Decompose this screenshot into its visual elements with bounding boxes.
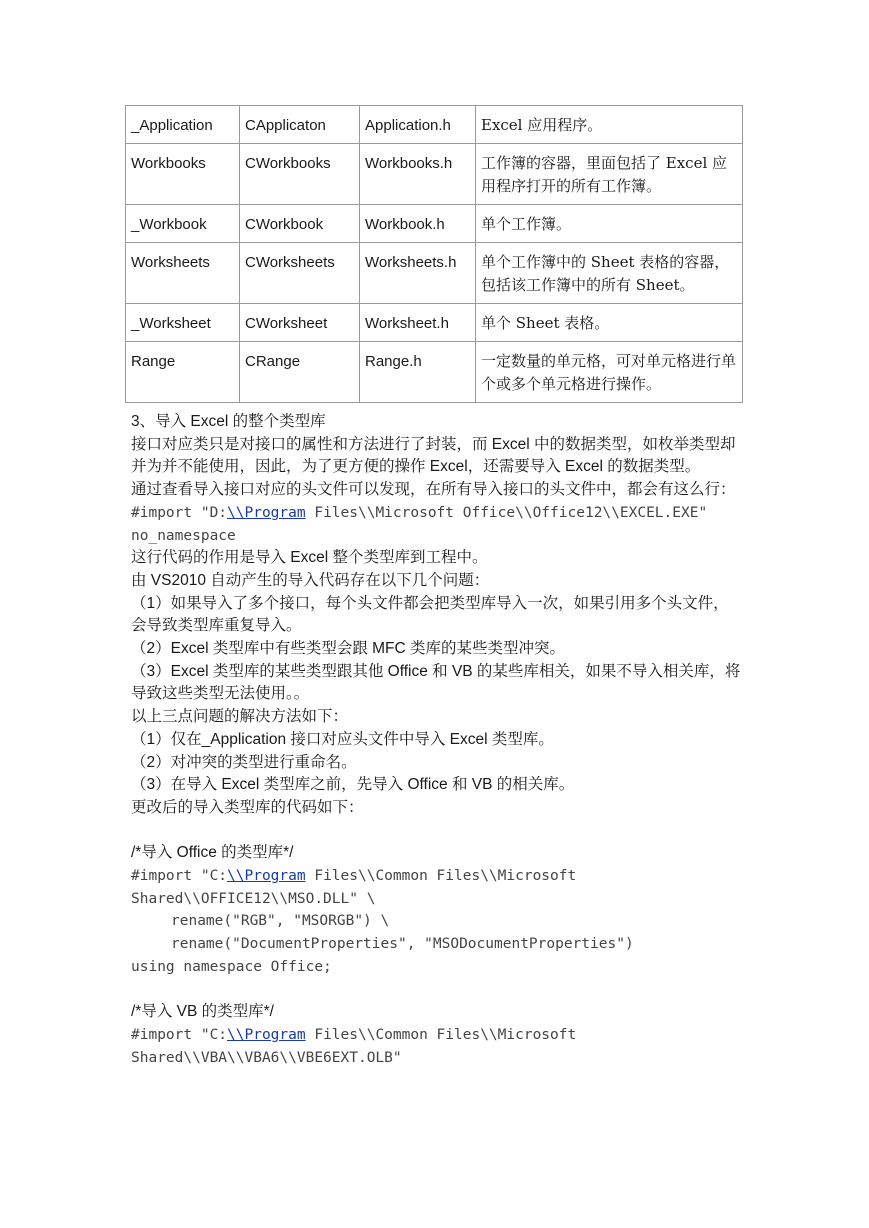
table-cell: 单个工作簿。 [476,205,743,243]
table-cell: CApplicaton [240,106,360,144]
blank-line [131,979,743,1002]
table-row [126,342,743,403]
code-text: Files\\Microsoft Office\\Office12\\EXCEL.EXE" [305,504,708,521]
code-line: rename("DocumentProperties", "MSODocumentProperties") [171,936,634,953]
code-text: #import "C: [131,1026,228,1043]
document-body [131,411,743,1069]
section-heading: 3、导入 Excel 的整个类型库 [131,413,326,430]
table-cell: Worksheets [126,243,240,304]
code-line: Shared\\VBA\\VBA6\\VBE6EXT.OLB" [131,1049,402,1066]
code-line: using namespace Office; [131,958,332,975]
code-text: Files\\Common Files\\Microsoft [305,868,577,885]
paragraph: 接口对应类只是对接口的属性和方法进行了封装，而 Excel 中的数据类型，如枚举类型却并为并不能使用，因此，为了更方便的操作 Excel，还需要导入 Excel 的数据类型。 [131,435,736,476]
table-cell: CWorkbook [240,205,360,243]
list-item: （2）对冲突的类型进行重命名。 [131,753,357,771]
table-cell: _Workbook [126,205,240,243]
table-cell: _Application [126,106,240,144]
paragraph: 这行代码的作用是导入 Excel 整个类型库到工程中。 [131,549,488,567]
table-cell: Workbooks [126,144,240,205]
code-link[interactable]: \\Program [227,504,306,521]
list-item: （2）Excel 类型库中有些类型会跟 MFC 类库的某些类型冲突。 [131,640,566,658]
code-text: #import "C: [131,868,228,885]
code-text: #import "D: [131,504,228,521]
table-cell: CWorkbooks [240,144,360,205]
code-line: rename("RGB", "MSORGB") \ [171,913,390,930]
code-text: Files\\Common Files\\Microsoft [305,1026,577,1043]
table-cell: 工作簿的容器，里面包括了 Excel 应用程序打开的所有工作簿。 [476,144,743,205]
code-comment: /*导入 VB 的类型库*/ [131,1003,274,1021]
table-cell: Application.h [360,106,476,144]
code-link[interactable]: \\Program [227,1026,306,1043]
code-line [131,1024,743,1047]
table-cell: _Worksheet [126,304,240,342]
paragraph: 通过查看导入接口对应的头文件可以发现，在所有导入接口的头文件中，都会有这么行： [131,481,736,499]
table-cell: Worksheets.h [360,243,476,304]
blank-line [131,820,743,843]
code-comment: /*导入 Office 的类型库*/ [131,844,294,862]
code-link[interactable]: \\Program [227,868,306,885]
paragraph: 以上三点问题的解决方法如下： [131,708,349,726]
code-line: Shared\\OFFICE12\\MSO.DLL" \ [131,890,376,907]
table-cell: Excel 应用程序。 [476,106,743,144]
list-item: （1）仅在_Application 接口对应头文件中导入 Excel 类型库。 [131,730,554,748]
table-row [126,304,743,342]
table-cell: 单个 Sheet 表格。 [476,304,743,342]
table-cell: CWorksheet [240,304,360,342]
table-cell: Workbook.h [360,205,476,243]
table-cell: 单个工作簿中的 Sheet 表格的容器，包括该工作簿中的所有 Sheet。 [476,243,743,304]
list-item: （3）Excel 类型库的某些类型跟其他 Office 和 VB 的某些库相关，如果不导入相关库，将导致这些类型无法使用。。 [131,662,741,703]
table-cell: Range.h [360,342,476,403]
list-item: （1）如果导入了多个接口，每个头文件都会把类型库导入一次，如果引用多个头文件，会导致类型库重复导入。 [131,594,729,635]
list-item: （3）在导入 Excel 类型库之前，先导入 Office 和 VB 的相关库。 [131,776,575,794]
table-cell: Worksheet.h [360,304,476,342]
table-cell: Range [126,342,240,403]
table-cell: CRange [240,342,360,403]
table-row [126,106,743,144]
paragraph: 由 VS2010 自动产生的导入代码存在以下几个问题： [131,571,490,589]
paragraph: 更改后的导入类型库的代码如下： [131,798,364,816]
code-line [131,502,743,525]
table-row [126,243,743,304]
table-cell: Workbooks.h [360,144,476,205]
table-cell: CWorksheets [240,243,360,304]
code-line [131,865,743,888]
table-row [126,144,743,205]
table-cell: 一定数量的单元格，可对单元格进行单个或多个单元格进行操作。 [476,342,743,403]
table-row [126,205,743,243]
code-line: no_namespace [131,527,236,544]
interface-class-table [125,105,743,403]
